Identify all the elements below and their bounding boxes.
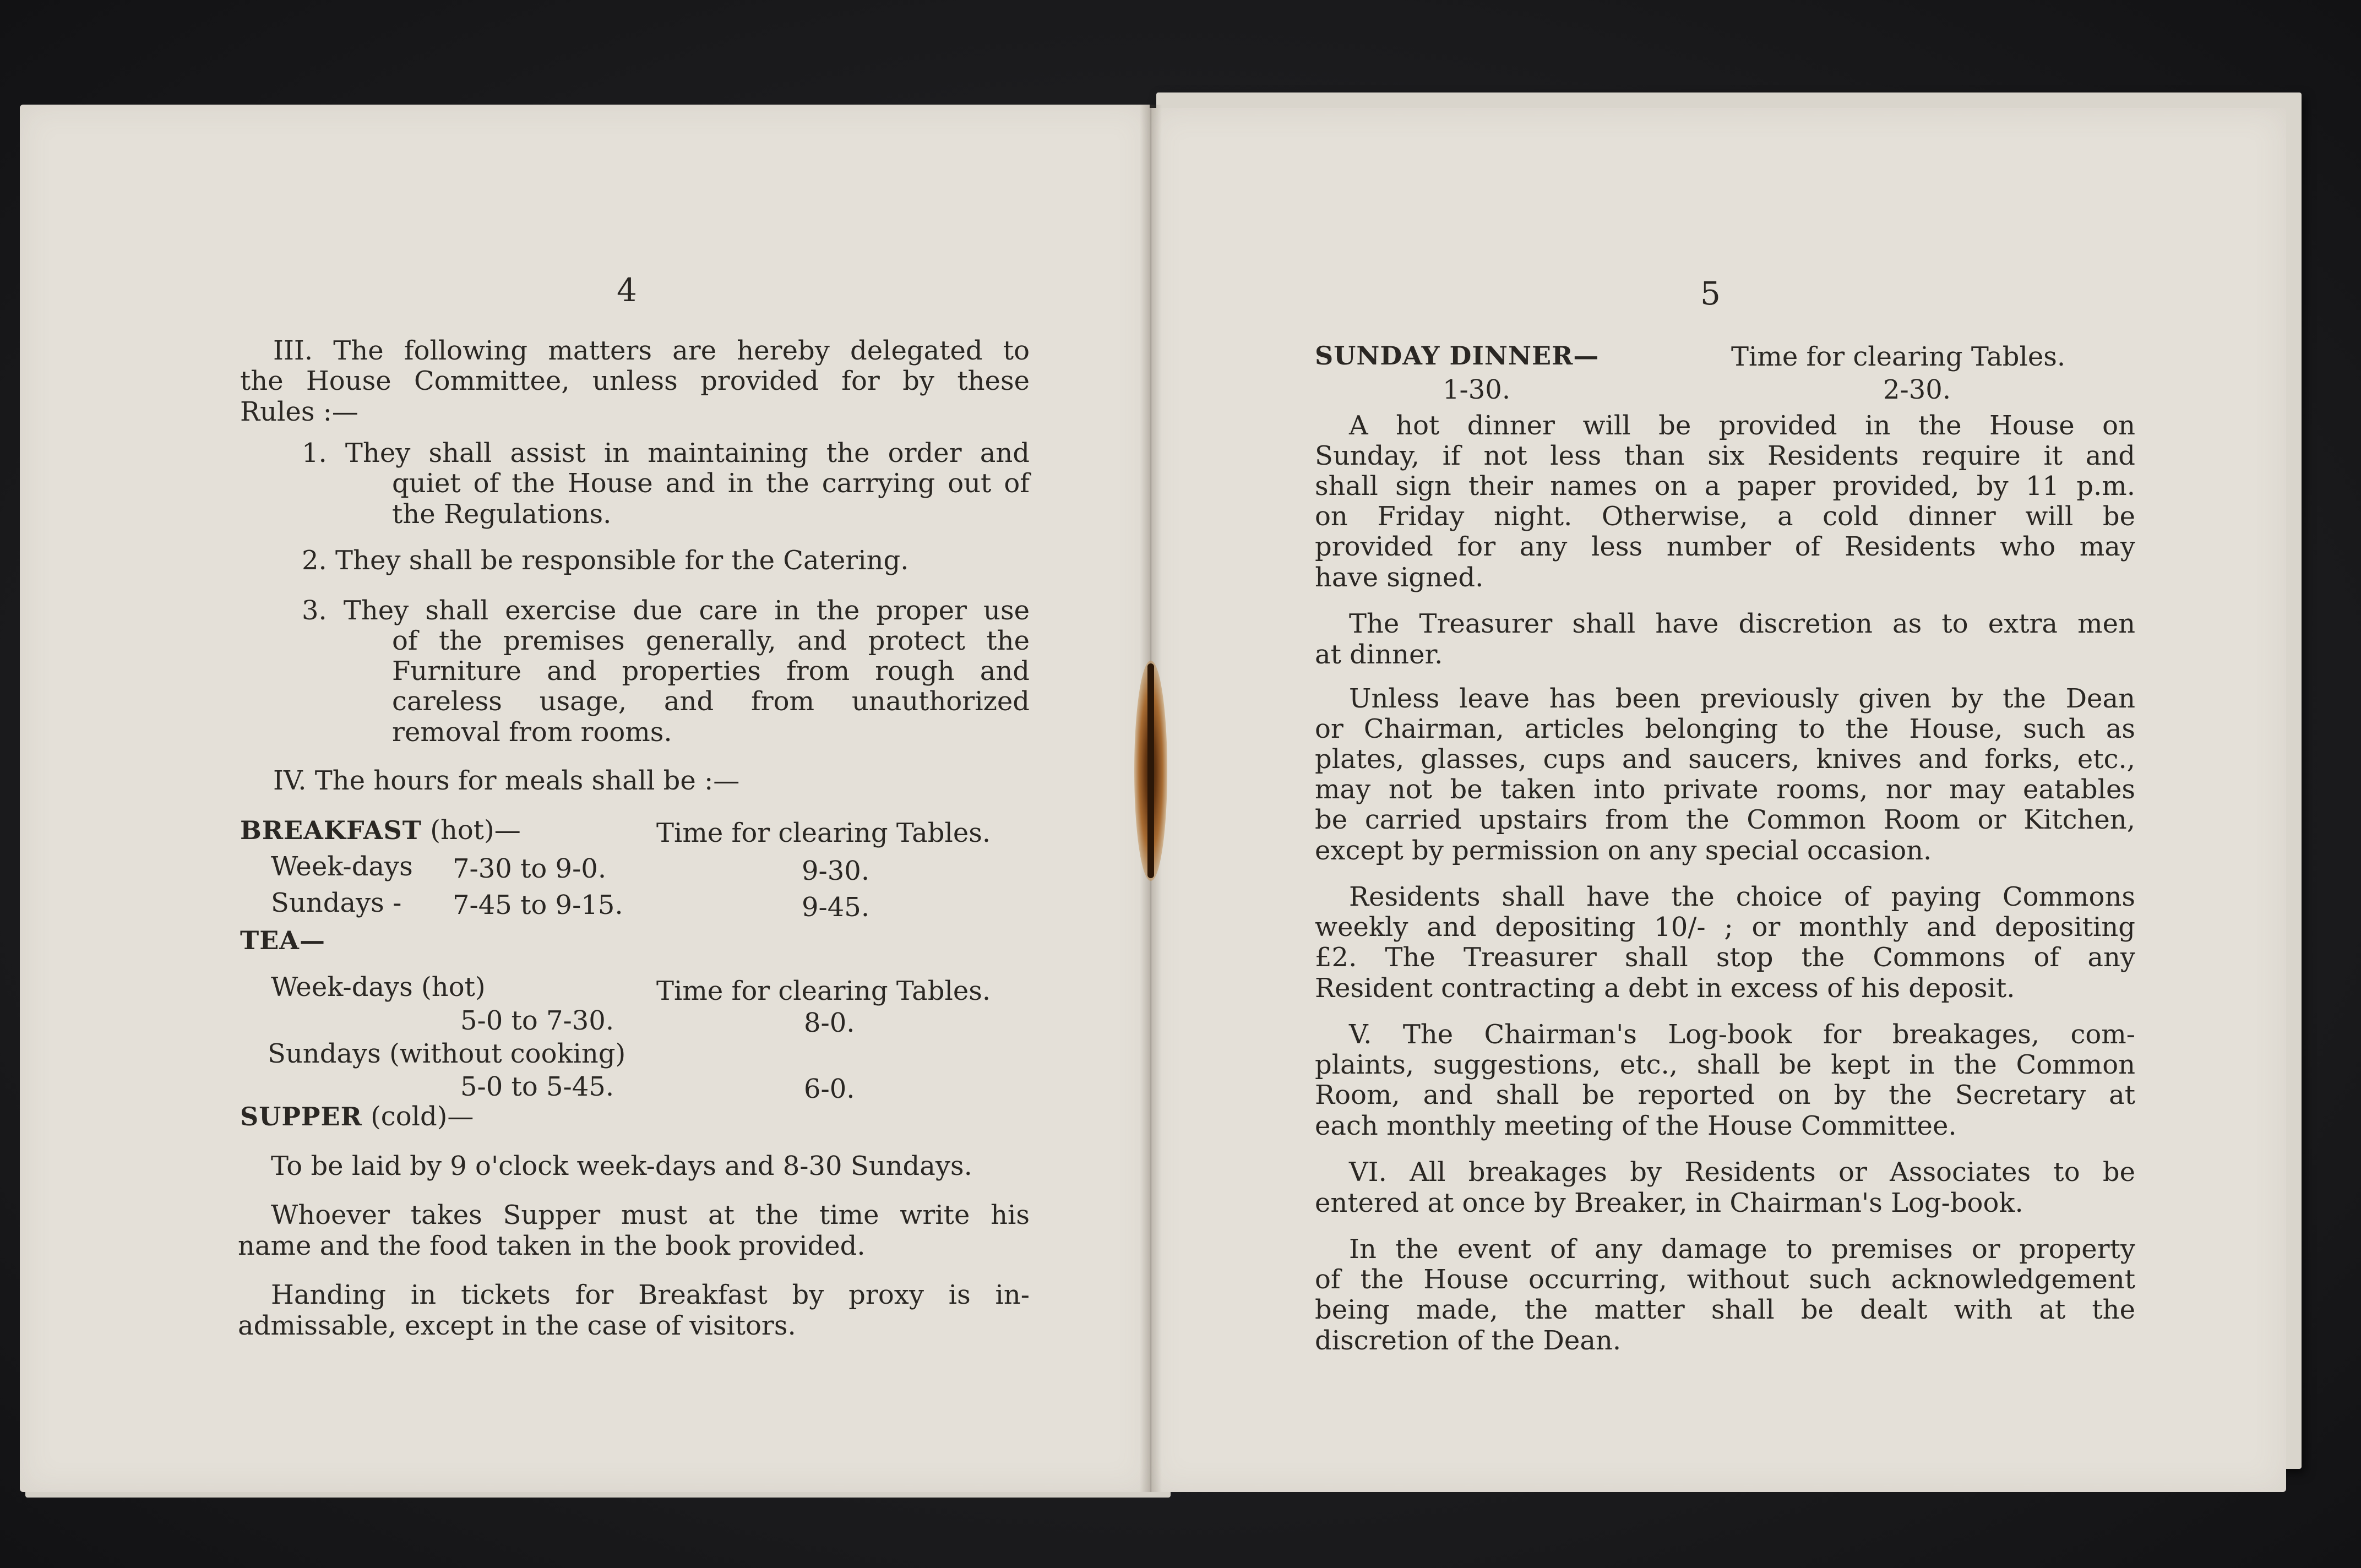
damage-line2: of the House occurring, without such acknowledgement [1315,1264,2135,1295]
unless-line3: plates, glasses, cups and saucers, knives and forks, etc., [1315,744,2135,775]
breakfast-clearing-header: Time for clearing Tables. [656,818,991,848]
tea-sundays-label: Sundays (without cooking) [268,1038,626,1069]
rule-iii-line3: Rules :— [240,396,358,427]
item3-line5: removal from rooms. [392,717,672,748]
rule-vi-line1: VI. All breakages by Residents or Associates to be [1349,1157,2135,1188]
rule-v-line2: plaints, suggestions, etc., shall be kept in the Common [1315,1049,2135,1080]
breakfast-heading-line [240,815,521,846]
supper-handing-line1: Handing in tickets for Breakfast by proxy is in- [271,1280,1030,1310]
unless-line4: may not be taken into private rooms, nor may eatables [1315,774,2135,805]
residents-line2: weekly and depositing 10/- ; or monthly and depositing [1315,912,2135,943]
sunday-dinner-para-line3: shall sign their names on a paper provided, by 11 p.m. [1315,471,2135,502]
rule-iii-line2: the House Committee, unless provided for by these [240,366,1030,396]
breakfast-weekdays-label: Week-days [271,851,413,882]
page-number-5: 5 [1700,275,1721,312]
residents-line1: Residents shall have the choice of paying Commons [1349,881,2135,912]
item1-line3: the Regulations. [392,499,612,530]
breakfast-weekdays-clear: 9-30. [802,856,870,886]
unless-line5: be carried upstairs from the Common Room or Kitchen, [1315,804,2135,835]
sunday-dinner-para-line5: provided for any less number of Residents who may [1315,531,2135,562]
supper-whoever-line1: Whoever takes Supper must at the time write his [271,1200,1030,1231]
sunday-dinner-heading: SUNDAY DINNER— [1315,341,1600,371]
unless-line2: or Chairman, articles belonging to the House, such as [1315,714,2135,744]
page-number-4: 4 [617,271,637,309]
residents-line3: £2. The Treasurer shall stop the Commons of any [1315,942,2135,973]
item1-line2: quiet of the House and in the carrying out of [392,468,1030,499]
sunday-dinner-para-line1: A hot dinner will be provided in the House on [1349,410,2135,441]
breakfast-sundays-clear: 9-45. [802,892,870,923]
tea-sundays-clear: 6-0. [804,1074,855,1104]
staple-mark [1147,663,1154,878]
item3-line3: Furniture and properties from rough and [392,656,1030,687]
residents-line4: Resident contracting a debt in excess of his deposit. [1315,973,2015,1004]
tea-sundays-time: 5-0 to 5-45. [460,1071,614,1102]
tea-weekdays-clear: 8-0. [804,1008,855,1038]
sunday-dinner-para-line4: on Friday night. Otherwise, a cold dinner will be [1315,501,2135,532]
right-page [1150,108,2286,1492]
rule-v-line1: V. The Chairman's Log-book for breakages, com- [1349,1019,2135,1050]
item3-line1: 3. They shall exercise due care in the proper use [302,595,1030,626]
supper-heading: SUPPER [240,1102,362,1131]
tea-weekdays-label: Week-days (hot) [271,972,486,1003]
damage-line1: In the event of any damage to premises or property [1349,1234,2135,1265]
tea-heading: TEA— [240,925,325,955]
rule-v-line3: Room, and shall be reported on by the Secretary at [1315,1080,2135,1110]
unless-line6: except by permission on any special occasion. [1315,835,1932,866]
item3-line4: careless usage, and from unauthorized [392,686,1030,717]
unless-line1: Unless leave has been previously given by the Dean [1349,683,2135,714]
item3-line2: of the premises generally, and protect the [392,625,1030,656]
item2-line1: 2. They shall be responsible for the Catering. [302,545,909,576]
treasurer-line1: The Treasurer shall have discretion as to extra men [1349,608,2135,639]
tea-weekdays-time: 5-0 to 7-30. [460,1005,614,1036]
supper-heading-line [240,1101,474,1132]
rule-vi-line2: entered at once by Breaker, in Chairman's Log-book. [1315,1188,2023,1218]
breakfast-sundays-time: 7-45 to 9-15. [453,890,623,921]
supper-handing-line2: admissable, except in the case of visitors. [238,1310,796,1341]
treasurer-line2: at dinner. [1315,639,1443,670]
rule-iv: IV. The hours for meals shall be :— [273,765,740,796]
supper-qualifier: (cold)— [371,1101,474,1132]
rule-v-line4: each monthly meeting of the House Committee. [1315,1110,1957,1141]
left-page [20,105,1150,1492]
damage-line4: discretion of the Dean. [1315,1325,1622,1356]
breakfast-weekdays-time: 7-30 to 9-0. [453,853,607,884]
supper-laid-line: To be laid by 9 o'clock week-days and 8-30 Sundays. [271,1151,972,1182]
tea-clearing-header: Time for clearing Tables. [656,976,991,1006]
sunday-dinner-clear: 2-30. [1883,374,1951,405]
damage-line3: being made, the matter shall be dealt with at the [1315,1294,2135,1325]
sunday-dinner-para-line6: have signed. [1315,562,1484,593]
sunday-dinner-time: 1-30. [1443,374,1511,405]
rule-iii-line1: III. The following matters are hereby delegated to [273,335,1030,366]
item1-line1: 1. They shall assist in maintaining the order and [302,438,1030,469]
sunday-dinner-clearing-header: Time for clearing Tables. [1731,341,2066,372]
breakfast-heading: BREAKFAST [240,815,422,845]
breakfast-qualifier: (hot)— [430,815,521,846]
supper-whoever-line2: name and the food taken in the book provided. [238,1231,866,1261]
breakfast-sundays-label: Sundays - [271,888,402,918]
sunday-dinner-para-line2: Sunday, if not less than six Residents require it and [1315,440,2135,471]
